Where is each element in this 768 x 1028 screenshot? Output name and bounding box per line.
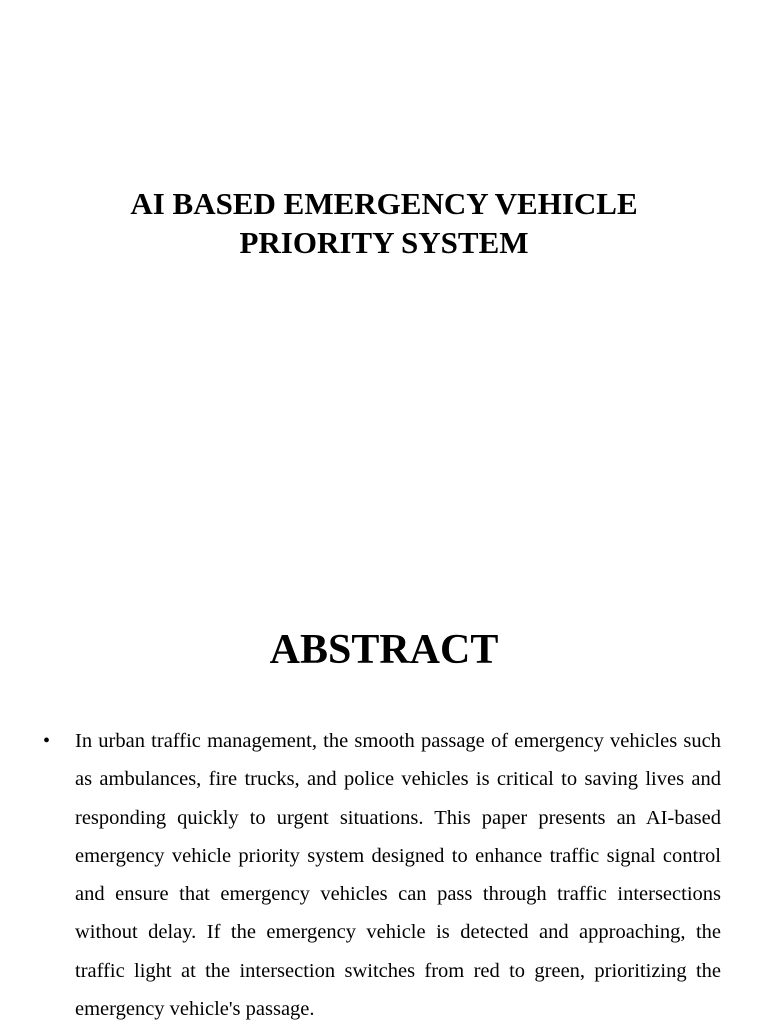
title-line-2: PRIORITY SYSTEM <box>239 225 529 260</box>
abstract-heading: ABSTRACT <box>269 627 499 673</box>
abstract-paragraph: In urban traffic management, the smooth passage of emergency vehicles such as ambulances, fire trucks, and police vehicles is critical to saving lives and responding quickly to urgent situations. This paper presents an AI-based emergency vehicle priority system designed to enhance traffic signal control and ensure that emergency vehicles can pass through traffic intersections without delay. If the emergency vehicle is detected and approaching, the traffic light at the intersection switches from red to green, prioritizing the emergency vehicle's passage. <box>75 730 721 1021</box>
abstract-list <box>0 722 768 1028</box>
abstract-list-item <box>0 722 768 1028</box>
document-title <box>0 184 768 262</box>
title-line-1: AI BASED EMERGENCY VEHICLE <box>130 186 638 221</box>
bullet-icon: • <box>43 730 51 752</box>
